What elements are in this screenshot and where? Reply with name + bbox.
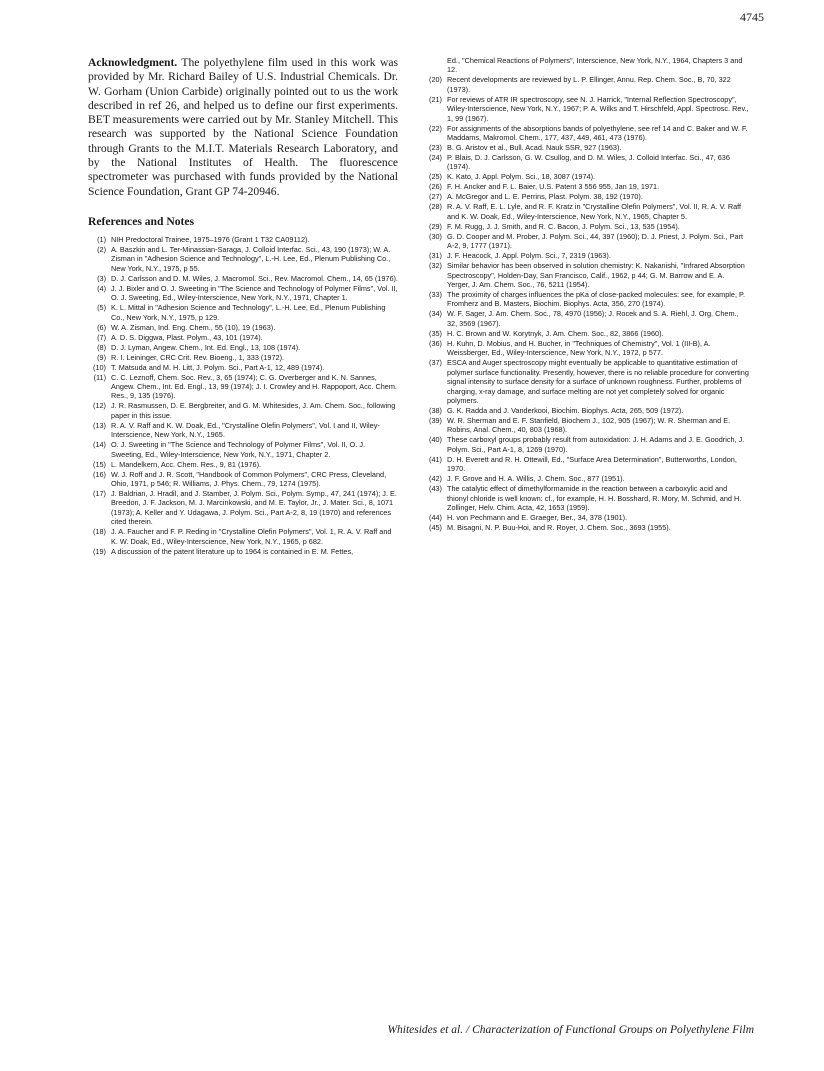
- reference-text: Recent developments are reviewed by L. P. Ellinger, Annu. Rep. Chem. Soc., B, 70, 322 (1973).: [447, 75, 731, 94]
- reference-text: F. M. Rugg, J. J. Smith, and R. C. Bacon, J. Polym. Sci., 13, 535 (1954).: [447, 221, 680, 231]
- reference-item: [424, 406, 749, 415]
- reference-text: R. A. V. Raff and K. W. Doak, Ed., "Crystalline Olefin Polymers", Vol. I and II, Wiley-Interscience, New York, N.Y., 1965.: [111, 420, 380, 440]
- reference-number: (26): [429, 182, 442, 192]
- reference-number: (42): [429, 474, 442, 484]
- reference-item: [88, 470, 398, 489]
- reference-number: (11): [93, 372, 106, 382]
- reference-item: [424, 192, 749, 201]
- reference-item: [424, 416, 749, 435]
- reference-text: H. Kuhn, D. Mobius, and H. Bucher, in "Techniques of Chemistry", Vol. 1 (III-B), A. Weissberger, Ed., Wiley-Interscience, New York, N.Y., 1972, p 577.: [447, 338, 711, 358]
- reference-item: [88, 274, 398, 283]
- reference-text: The proximity of charges influences the pKa of close-packed molecules: see, for example, P. Fromherz and B. Masters, Biochim. Biophys. Acta, 356, 270 (1974).: [447, 290, 745, 309]
- reference-number: (5): [97, 303, 106, 313]
- reference-list-left: [88, 235, 398, 556]
- reference-text: For assignments of the absorptions bands of polyethylene, see ref 14 and C. Baker and W. F. Maddams, Makromol. Chem., 177, 437, 449, 461, 473 (1976).: [447, 123, 748, 143]
- reference-item: [88, 527, 398, 546]
- references-title: References and Notes: [88, 214, 195, 228]
- reference-number: (20): [429, 75, 442, 85]
- reference-text: D. J. Lyman, Angew. Chem., Int. Ed. Engl., 13, 108 (1974).: [111, 342, 301, 352]
- reference-item: [424, 172, 749, 181]
- reference-item: [424, 484, 749, 512]
- reference-number: (36): [429, 338, 442, 348]
- reference-item: [88, 343, 398, 352]
- right-column: [424, 56, 749, 533]
- reference-number: (4): [97, 283, 106, 293]
- reference-text: F. H. Ancker and F. L. Baier, U.S. Patent 3 556 955, Jan 19, 1971.: [447, 182, 660, 192]
- reference-item: [424, 309, 749, 328]
- reference-text: A discussion of the patent literature up to 1964 is contained in E. M. Fettes,: [111, 546, 354, 556]
- reference-text: G. K. Radda and J. Vanderkooi, Biochim. Biophys. Acta, 265, 509 (1972).: [447, 405, 684, 415]
- reference-item: [424, 95, 749, 123]
- acknowledgment-heading: Acknowledgment.: [88, 56, 178, 69]
- reference-text: NIH Predoctoral Trainee, 1975–1976 (Grant 1 T32 CA09112).: [111, 234, 310, 244]
- reference-item: [424, 513, 749, 522]
- reference-number: (12): [93, 401, 106, 411]
- reference-item: [88, 235, 398, 244]
- running-footer: Whitesides et al. / Characterization of Functional Groups on Polyethylene Film: [387, 1024, 754, 1036]
- reference-number: (37): [429, 358, 442, 368]
- reference-number: (8): [97, 342, 106, 352]
- reference-item: [424, 232, 749, 251]
- reference-item: [88, 421, 398, 440]
- reference-number: (44): [429, 512, 442, 522]
- reference-number: (1): [97, 234, 106, 244]
- reference-item: [88, 401, 398, 420]
- reference-number: (24): [429, 153, 442, 163]
- reference-number: (17): [93, 489, 106, 499]
- reference-item: [424, 261, 749, 289]
- reference-number: (39): [429, 415, 442, 425]
- reference-text: R. I. Leininger, CRC Crit. Rev. Bioeng., 1, 333 (1972).: [111, 352, 285, 362]
- reference-item: [424, 358, 749, 405]
- reference-text: D. J. Carlsson and D. M. Wiles, J. Macromol. Sci., Rev. Macromol. Chem., 14, 65 (1976).: [111, 273, 398, 283]
- reference-text: R. A. V. Raff, E. L. Lyle, and R. F. Kratz in "Crystalline Olefin Polymers", Vol. II, R. A. V. Raff and K. W. Doak, Ed., Wiley-Interscience, New York, N.Y., 1965, Chapter 5.: [447, 202, 742, 221]
- reference-text: W. F. Sager, J. Am. Chem. Soc., 78, 4970 (1956); J. Rocek and S. A. Riehl, J. Org. Chem., 32, 3569 (1967).: [447, 309, 739, 328]
- reference-item: [88, 373, 398, 401]
- reference-item: [424, 290, 749, 309]
- reference-text: C. C. Leznoff, Chem. Soc. Rev., 3, 65 (1974); C. G. Overberger and K. N. Sannes, Angew. Chem., Int. Ed. Engl., 13, 99 (1974); J. I. Crowley and H. Rappoport, Acc. Chem. Res., 9, 135 (1976).: [111, 372, 397, 401]
- reference-text: J. Baldrian, J. Hradil, and J. Stamber, J. Polym. Sci., Polym. Symp., 47, 241 (1974); J. E. Breedon, J. F. Jackson, M. J. Marcinkowski, and M. E. Taylor, Jr., J. Mater. Sci., 8, 1071 (1973); A. Keller and Y. Udagawa, J. Polym. Sci., Part A-2, 8, 19 (1970) and references cited therein.: [111, 489, 397, 527]
- reference-number: (9): [97, 352, 106, 362]
- reference-number: (40): [429, 435, 442, 445]
- reference-number: (34): [429, 309, 442, 319]
- reference-number: (21): [429, 94, 442, 104]
- reference-item: [424, 153, 749, 172]
- reference-number: (32): [429, 261, 442, 271]
- reference-item: [424, 202, 749, 221]
- reference-text: J. A. Faucher and F. P. Reding in "Crystalline Olefin Polymers", Vol. 1, R. A. V. Raff and K. W. Doak, Ed., Wiley-Interscience, New York, N.Y., 1965, p 682.: [111, 527, 392, 546]
- reference-item: [88, 489, 398, 527]
- reference-text: O. J. Sweeting in "The Science and Technology of Polymer Films", Vol. II, O. J. Sweeting, Ed., Wiley-Interscience, New York, N.Y., 1971, Chapter 2.: [111, 440, 366, 459]
- reference-number: (23): [429, 143, 442, 153]
- reference-number: (35): [429, 328, 442, 338]
- reference-item: [424, 251, 749, 260]
- reference-text: J. R. Rasmussen, D. E. Bergbreiter, and G. M. Whitesides, J. Am. Chem. Soc., following paper in this issue.: [111, 401, 396, 420]
- reference-number: (18): [93, 527, 106, 537]
- reference-number: (6): [97, 322, 106, 332]
- acknowledgment-body: The polyethylene film used in this work was provided by Mr. Richard Bailey of U.S. Industrial Chemicals. Dr. W. Gorham (Union Carbide) originally pointed out to us the work described in ref 26, and helped us to define our first experiments. BET measurements were carried out by Mr. Stanley Mitchell. This research was supported by the National Science Foundation through Grants to the M.I.T. Materials Research Laboratory, and by the National Institutes of Health. The fluorescence spectrometer was purchased with funds provided by the National Science Foundation, Grant GP 74-20946.: [88, 56, 398, 198]
- reference-item: [88, 363, 398, 372]
- reference-text: K. L. Mittal in "Adhesion Science and Technology", L.-H. Lee, Ed., Plenum Publishing Co., New York, N.Y., 1975, p 129.: [111, 303, 386, 322]
- reference-text: M. Bisagni, N. P. Buu-Hoi, and R. Royer, J. Chem. Soc., 3693 (1955).: [447, 522, 671, 532]
- reference-number: (13): [93, 420, 106, 430]
- reference-number: (41): [429, 454, 442, 464]
- reference-item: [88, 245, 398, 273]
- reference-continuation-text: Ed., "Chemical Reactions of Polymers", Interscience, New York, N.Y., 1964, Chapters 3 and 12.: [447, 56, 743, 75]
- reference-text: B. G. Aristov et al., Bull. Acad. Nauk SSR, 927 (1963).: [447, 143, 622, 153]
- reference-text: W. R. Sherman and E. F. Stanfield, Biochem J., 102, 905 (1967); W. R. Sherman and E. Robins, Anal. Chem., 40, 803 (1968).: [447, 415, 731, 435]
- reference-item: [424, 339, 749, 358]
- reference-list-right: [424, 56, 749, 532]
- reference-number: (19): [93, 546, 106, 556]
- reference-item: [88, 547, 398, 556]
- left-column: [88, 56, 398, 557]
- reference-text: For reviews of ATR IR spectroscopy, see N. J. Harrick, "Internal Reflection Spectroscopy", Wiley-Interscience, New York, N.Y., 1967; P. A. Wilks and T. Hirschfeld, Appl. Spectrosc. Rev., 1, 99 (1967).: [447, 94, 749, 123]
- reference-text: P. Blais, D. J. Carlsson, G. W. Csullog, and D. M. Wiles, J. Colloid Interfac. Sci., 47, 636 (1974).: [447, 153, 730, 172]
- reference-text: These carboxyl groups probably result from autoxidation: J. H. Adams and J. E. Goodrich, J. Polym. Sci., Part A-1, 8, 1269 (1970).: [447, 435, 745, 454]
- reference-number: (3): [97, 273, 106, 283]
- reference-item: [424, 455, 749, 474]
- reference-text: W. J. Roff and J. R. Scott, "Handbook of Common Polymers", CRC Press, Cleveland, Ohio, 1971, p 546; R. Williams, J. Phys. Chem., 79, 1274 (1975).: [111, 469, 387, 489]
- reference-item: [88, 284, 398, 303]
- reference-number: (7): [97, 332, 106, 342]
- reference-number: (27): [429, 192, 442, 202]
- reference-item: [88, 440, 398, 459]
- reference-number: (14): [93, 440, 106, 450]
- reference-text: A. Baszkin and L. Ter-Minassian-Saraga, J. Colloid Interfac. Sci., 43, 190 (1973); W. A. Zisman in "Adhesion Science and Technology", L.-H. Lee, Ed., Plenum Publishing Co., New York, N.Y., 1975, p 55.: [111, 244, 391, 273]
- reference-item: [88, 323, 398, 332]
- reference-item: [424, 222, 749, 231]
- reference-item: [88, 303, 398, 322]
- reference-text: J. J. Bixler and O. J. Sweeting in "The Science and Technology of Polymer Films", Vol. II, O. J. Sweeting, Ed., Wiley-Interscience, New York, N.Y., 1971, Chapter 1.: [111, 283, 398, 303]
- reference-text: ESCA and Auger spectroscopy might eventually be applicable to quantitative estimation of polymer surface functionality. Presently, however, there is no reliable procedure for converting signal intensity to surface density for a surface of unknown roughness. Further, problems of charging, x-ray damage, and surface melting are not yet completely solved for organic polymers.: [447, 358, 749, 405]
- reference-number: (45): [429, 522, 442, 532]
- reference-item: [424, 75, 749, 94]
- reference-number: (15): [93, 459, 106, 469]
- reference-text: The catalytic effect of dimethylformamide in the reaction between a carboxylic acid and thionyl chloride is well known: cf., for example, H. H. Bosshard, R. Mory, M. Schmid, and H. Zollinger, Helv. Chim. Acta, 42, 1653 (1959).: [447, 484, 742, 512]
- reference-number: (33): [429, 290, 442, 300]
- reference-item: [424, 143, 749, 152]
- reference-item: [424, 474, 749, 483]
- reference-number: (28): [429, 202, 442, 212]
- acknowledgment-paragraph: [88, 56, 398, 199]
- reference-item: [88, 353, 398, 362]
- reference-item: [88, 333, 398, 342]
- reference-continuation: [424, 56, 749, 75]
- reference-number: (38): [429, 405, 442, 415]
- reference-text: W. A. Zisman, Ind. Eng. Chem., 55 (10), 19 (1963).: [111, 322, 276, 332]
- reference-number: (30): [429, 231, 442, 241]
- reference-text: T. Matsuda and M. H. Litt, J. Polym. Sci., Part A-1, 12, 489 (1974).: [111, 362, 325, 372]
- reference-text: K. Kato, J. Appl. Polym. Sci., 18, 3087 (1974).: [447, 172, 596, 182]
- reference-item: [424, 523, 749, 532]
- reference-item: [424, 124, 749, 143]
- reference-item: [424, 435, 749, 454]
- reference-text: Similar behavior has been observed in solution chemistry: K. Nakanishi, "Infrared Absorption Spectroscopy", Holden-Day, San Francisco, Calif., 1962, p 44; G. M. Barrow and E. A. Yerger, J. Am. Chem. Soc., 76, 5211 (1954).: [447, 261, 745, 290]
- reference-item: [424, 329, 749, 338]
- reference-text: L. Mandelkern, Acc. Chem. Res., 9, 81 (1976).: [111, 459, 262, 469]
- reference-number: (31): [429, 251, 442, 261]
- reference-text: H. C. Brown and W. Korytnyk, J. Am. Chem. Soc., 82, 3866 (1960).: [447, 328, 664, 338]
- page-number: 4745: [740, 10, 764, 24]
- reference-number: (2): [97, 244, 106, 254]
- reference-text: D. H. Everett and R. H. Ottewill, Ed., "Surface Area Determination", Butterworths, London, 1970.: [447, 454, 737, 474]
- reference-text: A. McGregor and L. E. Perrins, Plast. Polym. 38, 192 (1970).: [447, 192, 643, 202]
- reference-text: A. D. S. Diggwa, Plast. Polym., 43, 101 (1974).: [111, 332, 263, 342]
- reference-number: (22): [429, 123, 442, 133]
- reference-text: G. D. Cooper and M. Prober, J. Polym. Sci., 44, 397 (1960); D. J. Priest, J. Polym. Sci., Part A-2, 9, 1777 (1971).: [447, 231, 744, 251]
- reference-text: H. von Pechmann and E. Graeger, Ber., 34, 378 (1901).: [447, 512, 628, 522]
- reference-text: J. F. Grove and H. A. Willis, J. Chem. Soc., 877 (1951).: [447, 474, 625, 484]
- reference-number: (43): [429, 484, 442, 494]
- reference-text: J. F. Heacock, J. Appl. Polym. Sci., 7, 2319 (1963).: [447, 251, 611, 261]
- reference-number: (25): [429, 172, 442, 182]
- reference-number: (29): [429, 221, 442, 231]
- reference-number: (16): [93, 469, 106, 479]
- reference-item: [88, 460, 398, 469]
- reference-number: (10): [93, 362, 106, 372]
- reference-item: [424, 182, 749, 191]
